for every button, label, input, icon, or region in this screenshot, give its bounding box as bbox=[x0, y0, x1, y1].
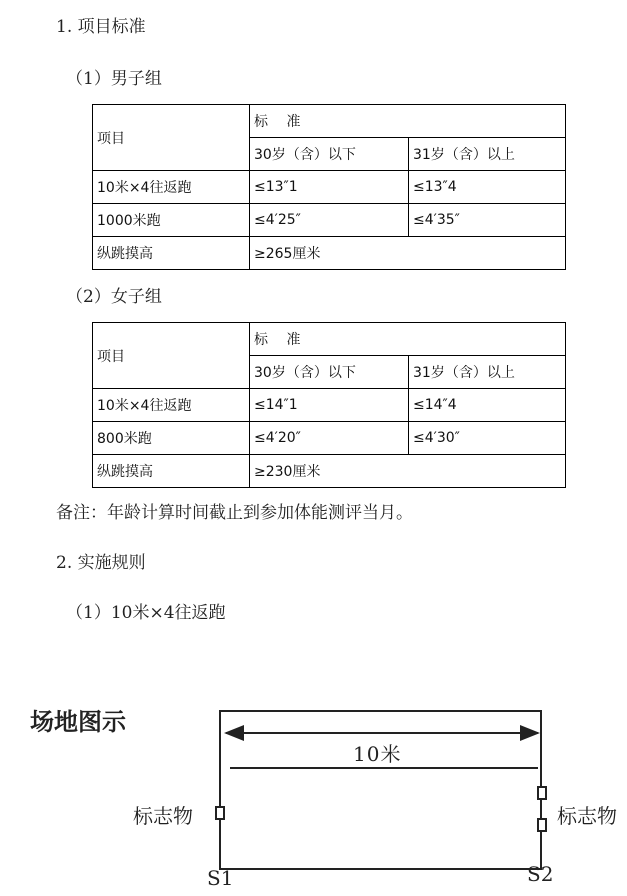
row-item: 10米×4往返跑 bbox=[93, 389, 250, 422]
field-diagram bbox=[0, 690, 627, 896]
marker-right-bottom-icon bbox=[537, 818, 547, 832]
section-1-title: 1. 项目标准 bbox=[56, 17, 146, 37]
marker-label-left: 标志物 bbox=[133, 804, 193, 828]
table-row bbox=[93, 204, 566, 237]
row-value-old: ≤4′35″ bbox=[409, 204, 566, 237]
table-row bbox=[93, 422, 566, 455]
marker-left-icon bbox=[215, 806, 225, 820]
male-group-heading: （1）男子组 bbox=[66, 69, 162, 89]
header-age-old: 31岁（含）以上 bbox=[409, 138, 566, 171]
header-age-young: 30岁（含）以下 bbox=[250, 356, 409, 389]
row-value-merged: ≥265厘米 bbox=[250, 237, 566, 270]
female-group-heading: （2）女子组 bbox=[66, 287, 162, 307]
table-row bbox=[93, 171, 566, 204]
row-item: 1000米跑 bbox=[93, 204, 250, 237]
table-row bbox=[93, 237, 566, 270]
row-value-young: ≤4′20″ bbox=[250, 422, 409, 455]
header-age-young: 30岁（含）以下 bbox=[250, 138, 409, 171]
row-value-young: ≤4′25″ bbox=[250, 204, 409, 237]
row-value-young: ≤13″1 bbox=[250, 171, 409, 204]
header-item: 项目 bbox=[93, 323, 250, 389]
row-value-old: ≤13″4 bbox=[409, 171, 566, 204]
table-row bbox=[93, 455, 566, 488]
row-value-young: ≤14″1 bbox=[250, 389, 409, 422]
row-item: 纵跳摸高 bbox=[93, 237, 250, 270]
age-note: 备注：年龄计算时间截止到参加体能测评当月。 bbox=[56, 503, 413, 523]
header-standard: 标 准 bbox=[250, 323, 566, 356]
shuttle-run-subheading: （1）10米×4往返跑 bbox=[66, 603, 226, 623]
start-label-s1: S1 bbox=[207, 866, 234, 890]
start-label-s2: S2 bbox=[527, 862, 554, 886]
header-item: 项目 bbox=[93, 105, 250, 171]
diagram-title: 场地图示 bbox=[30, 708, 126, 736]
distance-label: 10米 bbox=[353, 742, 402, 766]
table-row bbox=[93, 389, 566, 422]
row-value-merged: ≥230厘米 bbox=[250, 455, 566, 488]
header-standard: 标 准 bbox=[250, 105, 566, 138]
row-value-old: ≤14″4 bbox=[409, 389, 566, 422]
row-item: 纵跳摸高 bbox=[93, 455, 250, 488]
row-item: 10米×4往返跑 bbox=[93, 171, 250, 204]
male-standards-table bbox=[92, 104, 566, 270]
row-value-old: ≤4′30″ bbox=[409, 422, 566, 455]
marker-right-top-icon bbox=[537, 786, 547, 800]
section-2-title: 2. 实施规则 bbox=[56, 553, 146, 573]
female-standards-table bbox=[92, 322, 566, 488]
row-item: 800米跑 bbox=[93, 422, 250, 455]
marker-label-right: 标志物 bbox=[557, 804, 617, 828]
header-age-old: 31岁（含）以上 bbox=[409, 356, 566, 389]
